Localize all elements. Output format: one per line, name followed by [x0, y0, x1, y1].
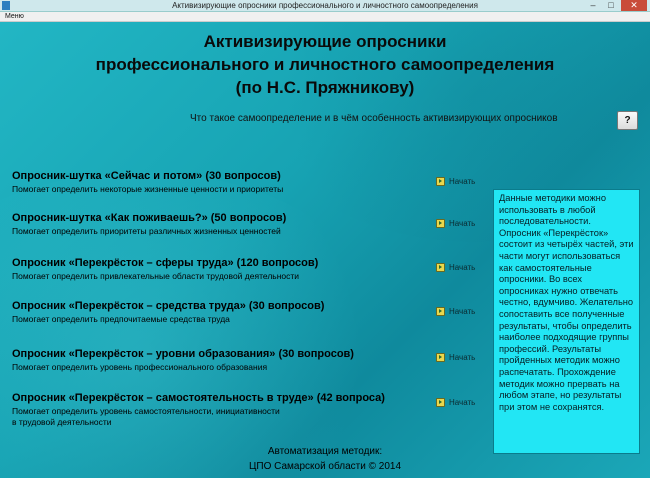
start-button[interactable]: Начать: [436, 353, 475, 362]
page-title-line1: Активизирующие опросники: [203, 32, 447, 51]
main-panel: [0, 22, 650, 478]
survey-title[interactable]: Опросник «Перекрёсток – средства труда» (30 вопросов): [12, 300, 325, 312]
start-button[interactable]: Начать: [436, 398, 475, 407]
info-panel: Данные методики можно использовать в любой последовательности. Опросник «Перекрёсток» состоит из четырёх частей, эти части могут использоваться как самостоятельные опросники. Во всех опросниках нужно отвечать честно, вдумчиво. Желательно сопоставить все полученные результаты, чтобы определить наиболее подходящие группы профессий. Результаты пройденных методик можно распечатать. Прохождение методик можно прервать на любом этапе, но результаты при этом не сохранятся.: [493, 189, 640, 454]
survey-title[interactable]: Опросник «Перекрёсток – сферы труда» (120 вопросов): [12, 257, 319, 269]
arrow-right-icon: [436, 353, 445, 362]
survey-title[interactable]: Опросник «Перекрёсток – самостоятельность в труде» (42 вопроса): [12, 392, 385, 404]
arrow-right-icon: [436, 307, 445, 316]
survey-description: Помогает определить уровень самостоятельности, инициативности: [12, 406, 280, 416]
survey-title[interactable]: Опросник «Перекрёсток – уровни образования» (30 вопросов): [12, 348, 354, 360]
footer-line2: ЦПО Самарской области © 2014: [248, 461, 402, 472]
page-title-line2: профессионального и личностного самоопределения: [95, 55, 555, 74]
survey-description: Помогает определить уровень профессионального образования: [12, 362, 268, 372]
survey-description: Помогает определить привлекательные области трудовой деятельности: [12, 271, 300, 281]
survey-title[interactable]: Опросник-шутка «Сейчас и потом» (30 вопросов): [12, 170, 281, 182]
start-button[interactable]: Начать: [436, 219, 475, 228]
window-titlebar: [0, 0, 650, 12]
maximize-icon[interactable]: □: [608, 0, 614, 10]
menu-bar: [0, 12, 650, 22]
arrow-right-icon: [436, 219, 445, 228]
window-title: Активизирующие опросники профессионального и личностного самоопределения: [172, 1, 478, 10]
help-button[interactable]: ?: [617, 111, 638, 130]
close-icon[interactable]: ✕: [621, 0, 647, 11]
footer-line1: Автоматизация методик:: [267, 446, 383, 457]
survey-description-line2: в трудовой деятельности: [12, 417, 112, 427]
survey-description: Помогает определить приоритеты различных жизненных ценностей: [12, 226, 281, 236]
start-button[interactable]: Начать: [436, 263, 475, 272]
arrow-right-icon: [436, 177, 445, 186]
menu-item[interactable]: Меню: [5, 13, 24, 20]
arrow-right-icon: [436, 263, 445, 272]
survey-description: Помогает определить некоторые жизненные ценности и приоритеты: [12, 184, 284, 194]
start-button[interactable]: Начать: [436, 177, 475, 186]
minimize-icon[interactable]: –: [590, 0, 596, 10]
survey-title[interactable]: Опросник-шутка «Как поживаешь?» (50 вопросов): [12, 212, 287, 224]
arrow-right-icon: [436, 398, 445, 407]
start-button[interactable]: Начать: [436, 307, 475, 316]
survey-description: Помогает определить предпочитаемые средства труда: [12, 314, 230, 324]
what-is-link[interactable]: Что такое самоопределение и в чём особенность активизирующих опросников: [190, 113, 558, 124]
page-title-line3: (по Н.С. Пряжникову): [235, 78, 415, 97]
